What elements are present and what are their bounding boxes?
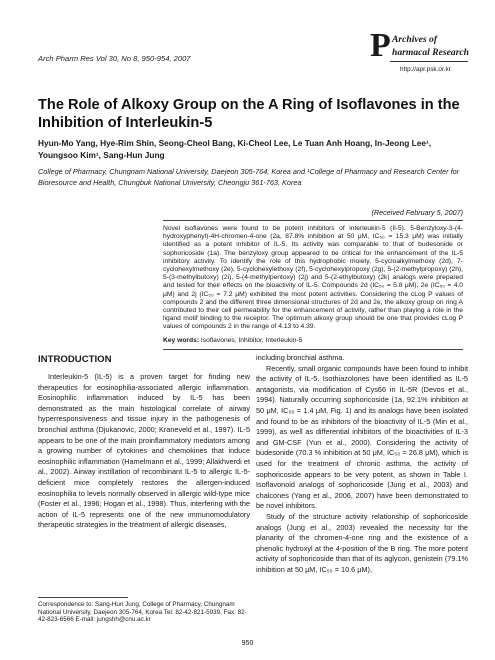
journal-reference: Arch Pharm Res Vol 30, No 8, 950-954, 2007 (38, 54, 191, 63)
author-affiliation: College of Pharmacy, Chungnam National University, Daejeon 305-764, Korea and ¹College of Pharmacy and Research Center for Bioresource and Health, Chungbuk National University, Cheongju 361-763, Korea (38, 167, 460, 187)
keywords (163, 337, 463, 344)
journal-logo (370, 27, 470, 73)
intro-paragraph-1-end: including bronchial asthma. (256, 353, 345, 362)
journal-url[interactable]: http://apr.psk.or.kr (400, 66, 451, 73)
correspondence-footnote: Correspondence to: Sang-Hun Jung, College of Pharmacy, Chungnam National University, Daejeon 305-764, Korea Tel: 82-42-821-5939, Fax: 82-42-823-6566 E-mail: jungshh@cnu.ac.kr (38, 601, 247, 624)
intro-paragraph-3: Study of the structure activity relationship of sophoricoside analogs (Jung et al., 2003) revealed the necessity for the planarity of the chromen-4-one ring and the existence of a phenolic hydroxyl at the 4-position of the B ring. The more potent activity of sophoricoside than that of its aglycon, genistein (79.1% inhibition at 50 μM, IC₅₀ = 10.6 μM), (256, 511, 468, 574)
left-column (38, 372, 250, 531)
page-number: 950 (241, 640, 254, 647)
logo-line1: Archives of (392, 34, 438, 45)
intro-paragraph-2: Recently, small organic compounds have been found to inhibit the activity of IL-5. Isothiazolones have been identified as IL-5 antagonists, via modification of Cys66 in IL-5R (Devos et al., 1994). Naturally occurring sophoricoside (1a, 92.1% inhibition at 50 μM, IC₅₀ = 1.4 μM, Fig. 1) and its analogs have been isolated and found to be as inhibitors of the bioactivity of IL-5 (Min et al., 1999), as well as differential inhibitors of the bioactivities of IL-3 and GM-CSF (Yun et al., 2000). Considering the activity of budesonide (70.3 % inhibition at 50 μM, IC₅₀ = 26.8 μM), which is used for the treatment of chronic asthma, the activity of sophoricoside appears to be very potent, as shown in Table I. Isoflavonoid analogs of sophoricoside (Jung et al., 2003) and chalcones (Yang et al., 2006, 2007) have been demonstrated to be novel inhibitors. (256, 363, 468, 511)
logo-line2: harmacal Research (392, 47, 470, 58)
keywords-list: Isoflavones, Inhibitor, Interleukin-5 (200, 336, 303, 344)
intro-paragraph-1: Interleukin-5 (IL-5) is a proven target for finding new therapeutics for eosinophilia-associated allergic inflammation. Eosinophilic inflammation induced by IL-5 has been demonstrated as the main histological correlate of airway hyperresponsiveness and tissue injury in the pathogenesis of bronchial asthma (Djukanovic, 2000; Kraneveld et al., 1997). IL-5 appears to be one of the main proinflammatory mediators among a growing number of cytokines and chemokines that induce eosinophilic inflammation (Hamelmann et al., 1999; Allakhverdi et al., 2002). Airway instillation of recombinant IL-5 to allergic IL-5-deficient mice completely restores the allergen-induced eosinophilia to levels normally observed in allergic wild-type mice (Foster et al., 1996; Hogan et al., 1998). Thus, interfering with the action of IL-5 represents one of the new immunomodulatory therapeutic strategies in the treatment of allergic diseases, (38, 372, 250, 530)
journal-logo-mark: P (370, 27, 391, 64)
keywords-label: Key words: (163, 336, 200, 344)
received-date: (Received February 5, 2007) (371, 208, 463, 217)
footnote-divider (38, 597, 128, 598)
article-title: The Role of Alkoxy Group on the A Ring of Isoflavones in the Inhibition of Interleukin-5 (38, 97, 460, 131)
right-column (256, 353, 468, 575)
logo-divider (390, 61, 468, 62)
section-heading-introduction: INTRODUCTION (38, 354, 112, 365)
author-list: Hyun-Mo Yang, Hye-Rim Shin, Seong-Cheol Bang, Ki-Cheol Lee, Le Tuan Anh Hoang, In-Jeong Lee¹, Youngsoo Kim¹, Sang-Hun Jung (38, 138, 432, 160)
abstract (163, 220, 463, 350)
abstract-text: Novel isoflavones were found to be potent inhibitors of interleukin-5 (Il-5). 5-Benzyloxy-3-(4-hydroxyphenyl)-4H-chromen-4-one (2a, 87.8% inhibition at 50 μM, IC₅₀ = 15.3 μM) was initially identified as a potent inhibitor of IL-5. Its activity was comparable to that of budesonide or sophoricoside (1a). The benzyloxy group appeared to be critical for the enhancement of the IL-5 inhibitory activity. To identify the role of this hydrophobic moiety, 5-cycloalkylmethoxy (2d), 7-cyclohexylmethoxy (2e), 5-cyclohexylethoxy (2f), 5-cyclohexylpropoxy (2g), 5-(2-methylpropoxy) (2h), 5-(3-methylbutoxy) (2i), 5-(4-methylpentoxy) (2j) and 5-(2-ethylbutoxy) (2k) analogs were prepared and tested for their effects on the bioactivity of IL-5. Compounds 2d (IC₅₀ = 5.8 μM), 2e (IC₅₀ = 4.0 μM) and 2j (IC₅₀ = 7.2 μM) exhibited the most potent activities. Considering the cLog P values of compounds 2 and the different three dimensional structures of 2d and 2e, the alkoxy group on ring A contributed to their cell permeability for the enhancement of activity, rather than playing a role in the ligand motif binding to the receptor. The optimum alkoxy group should be one that provides cLog P values of compounds 2 in the range of 4.13 to 4.39. (163, 225, 463, 331)
